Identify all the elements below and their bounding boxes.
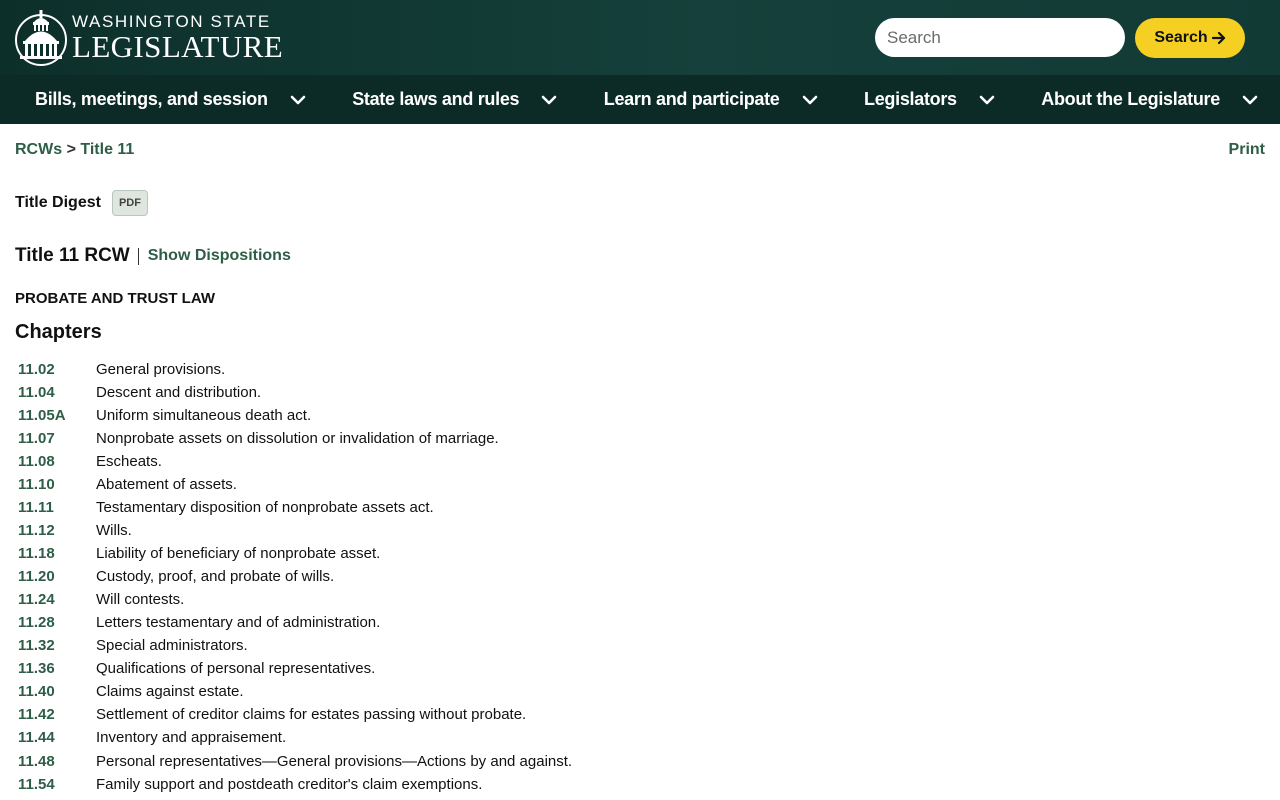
list-item: [18, 496, 572, 519]
list-item: [18, 450, 572, 473]
nav-item-legislators[interactable]: [864, 89, 995, 110]
list-item: [18, 726, 572, 749]
chapter-title: Settlement of creditor claims for estates passing without probate.: [96, 706, 527, 724]
chapter-link[interactable]: 11.44: [18, 729, 55, 747]
list-item: [18, 750, 572, 773]
list-item: [18, 588, 572, 611]
chapter-link[interactable]: 11.40: [18, 683, 55, 700]
capitol-dome-icon: [14, 8, 68, 66]
chapter-link[interactable]: 11.24: [18, 591, 55, 608]
search-button-label: Search: [1154, 29, 1208, 46]
list-item: [18, 773, 572, 796]
nav-item-label: Bills, meetings, and session: [35, 89, 268, 109]
nav-item-about[interactable]: [1041, 89, 1258, 110]
title-row: [15, 245, 291, 267]
chapter-title: Wills.: [96, 522, 132, 539]
chapter-title: Descent and distribution.: [96, 384, 262, 401]
chapter-link[interactable]: 11.10: [18, 476, 55, 493]
logo-line-legislature: LEGISLATURE: [72, 29, 284, 64]
chapter-title: Liability of beneficiary of nonprobate asset.: [96, 545, 381, 562]
chapter-link[interactable]: 11.20: [18, 568, 55, 585]
list-item: [18, 473, 572, 496]
list-item: [18, 680, 572, 703]
nav-item-bills[interactable]: [35, 89, 306, 110]
chapter-link[interactable]: 11.54: [18, 776, 55, 794]
chapter-link[interactable]: 11.11: [18, 499, 54, 516]
chapter-link[interactable]: 11.18: [18, 545, 55, 562]
list-item: [18, 381, 572, 404]
list-item: [18, 542, 572, 565]
show-dispositions-link[interactable]: Show Dispositions: [147, 247, 291, 264]
breadcrumb: [15, 141, 134, 159]
title-digest: [15, 190, 148, 216]
nav-item-learn[interactable]: [604, 89, 818, 110]
chapter-link[interactable]: 11.02: [18, 361, 55, 378]
breadcrumb-rcws-link[interactable]: RCWs: [15, 141, 63, 158]
search-button[interactable]: [1135, 18, 1245, 58]
chapter-title: Inventory and appraisement.: [96, 729, 287, 747]
chapter-link[interactable]: 11.36: [18, 660, 55, 677]
breadcrumb-title-link[interactable]: Title 11: [80, 141, 135, 158]
nav-item-label: Learn and participate: [603, 89, 780, 109]
chapter-title: Claims against estate.: [96, 683, 244, 700]
chapter-title: Uniform simultaneous death act.: [96, 407, 312, 424]
chapter-title: Personal representatives—General provisions—Actions by and against.: [96, 752, 573, 770]
chapter-title: Nonprobate assets on dissolution or invalidation of marriage.: [96, 430, 499, 447]
search-input[interactable]: [875, 18, 1125, 57]
title-digest-label: Title Digest: [15, 194, 101, 211]
chapters-heading: Chapters: [15, 321, 102, 343]
legislature-logo[interactable]: [14, 8, 283, 66]
site-header: [0, 0, 1280, 75]
list-item: [18, 358, 572, 381]
chapter-title: Qualifications of personal representatives.: [96, 660, 376, 677]
main-nav: [0, 75, 1280, 124]
chapter-link[interactable]: 11.05A: [18, 407, 66, 424]
chapter-link[interactable]: 11.32: [18, 637, 55, 654]
title-divider: [138, 248, 139, 265]
chapter-link[interactable]: 11.08: [18, 453, 55, 470]
arrow-right-icon: [1212, 31, 1226, 45]
nav-item-label: About the Legislature: [1041, 89, 1220, 109]
page-title: Title 11 RCW: [15, 245, 130, 266]
list-item: [18, 657, 572, 680]
breadcrumb-separator: >: [66, 141, 76, 158]
chapter-link[interactable]: 11.07: [18, 430, 55, 447]
chapter-title: Testamentary disposition of nonprobate assets act.: [96, 499, 434, 516]
list-item: [18, 427, 572, 450]
list-item: [18, 565, 572, 588]
chapter-title: Custody, proof, and probate of wills.: [96, 568, 335, 585]
nav-item-label: State laws and rules: [352, 89, 520, 109]
print-link[interactable]: Print: [1228, 141, 1265, 158]
logo-line-state: WASHINGTON STATE: [72, 12, 271, 31]
chapter-link[interactable]: 11.04: [18, 384, 55, 401]
list-item: [18, 634, 572, 657]
chapter-title: General provisions.: [96, 361, 226, 378]
chevron-down-icon: [290, 95, 306, 105]
nav-item-laws[interactable]: [352, 89, 557, 110]
chapter-title: Family support and postdeath creditor's claim exemptions.: [96, 776, 483, 794]
chapter-title: Letters testamentary and of administration.: [96, 614, 381, 631]
chapter-title: Will contests.: [96, 591, 185, 608]
chapter-link[interactable]: 11.42: [18, 706, 55, 724]
chapter-link[interactable]: 11.48: [18, 752, 55, 770]
chapter-list: [18, 358, 572, 796]
chevron-down-icon: [802, 95, 818, 105]
chapter-title: Abatement of assets.: [96, 476, 237, 493]
title-subtitle: PROBATE AND TRUST LAW: [15, 290, 215, 307]
list-item: [18, 703, 572, 726]
logo-text: [72, 11, 283, 63]
list-item: [18, 519, 572, 542]
chevron-down-icon: [1242, 95, 1258, 105]
nav-item-label: Legislators: [864, 89, 957, 109]
chapter-link[interactable]: 11.12: [18, 522, 55, 539]
list-item: [18, 611, 572, 634]
chapter-title: Escheats.: [96, 453, 162, 470]
chevron-down-icon: [979, 95, 995, 105]
chapter-link[interactable]: 11.28: [18, 614, 55, 631]
pdf-button[interactable]: PDF: [112, 190, 148, 216]
chevron-down-icon: [541, 95, 557, 105]
list-item: [18, 404, 572, 427]
chapter-title: Special administrators.: [96, 637, 248, 654]
